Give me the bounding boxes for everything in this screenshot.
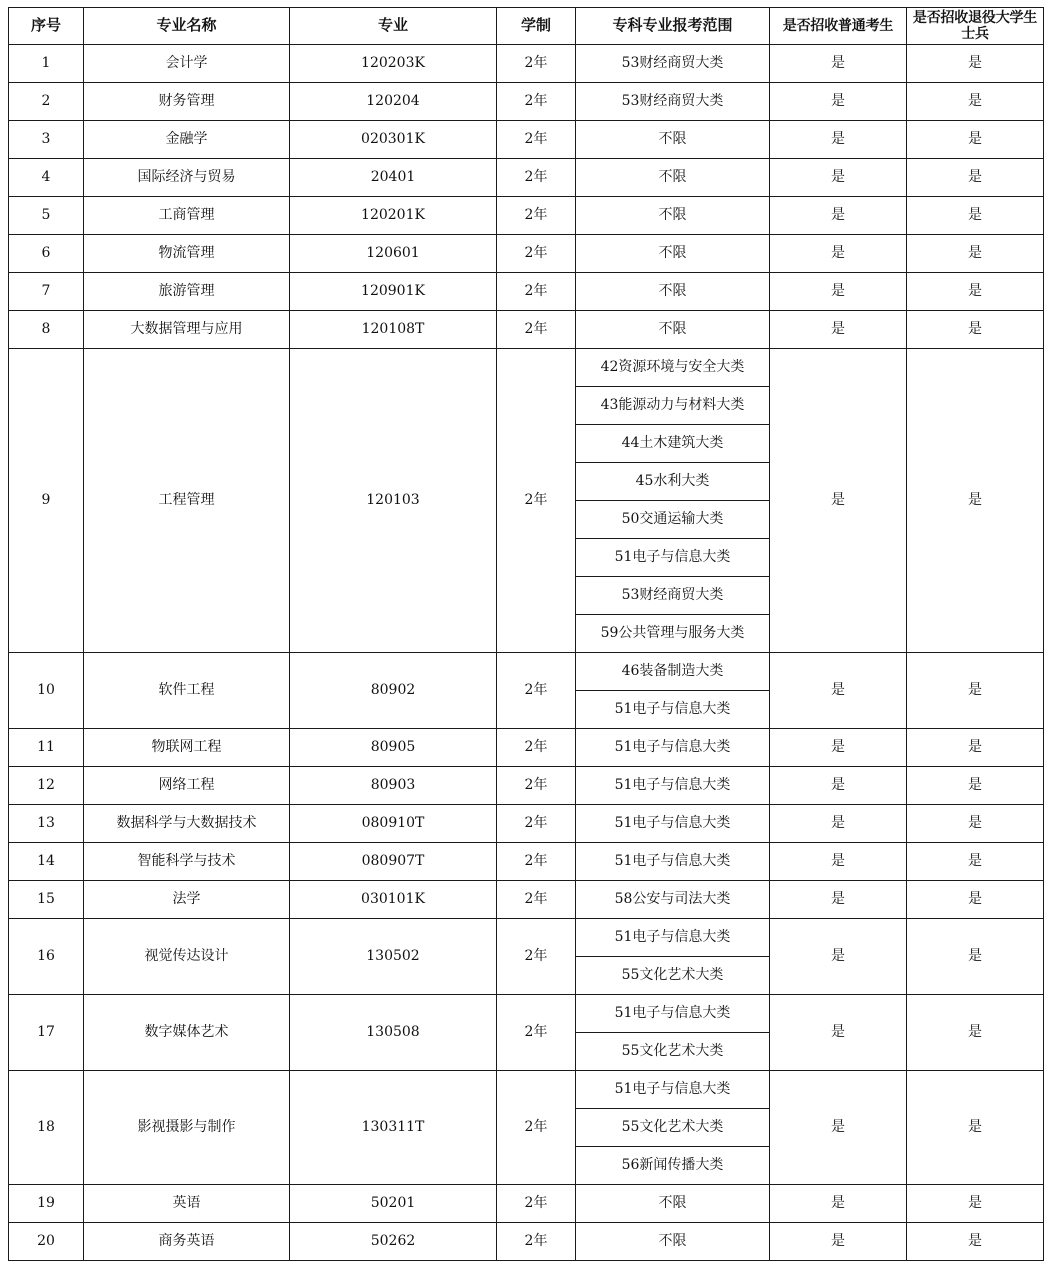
table-row [9, 159, 1044, 197]
cell-major-code: 130508 [290, 995, 497, 1071]
cell-veteran-candidates: 是 [907, 1185, 1044, 1223]
cell-duration: 2年 [497, 919, 576, 995]
table-row [9, 995, 1044, 1033]
table-row [9, 83, 1044, 121]
cell-major-name: 视觉传达设计 [84, 919, 290, 995]
table-row [9, 197, 1044, 235]
table-row [9, 311, 1044, 349]
table-row [9, 1223, 1044, 1261]
cell-major-code: 020301K [290, 121, 497, 159]
cell-scope: 42资源环境与安全大类 [576, 349, 770, 387]
cell-serial: 1 [9, 45, 84, 83]
cell-duration: 2年 [497, 197, 576, 235]
cell-veteran-candidates: 是 [907, 235, 1044, 273]
cell-major-code: 120108T [290, 311, 497, 349]
cell-scope: 不限 [576, 311, 770, 349]
cell-scope: 不限 [576, 159, 770, 197]
cell-duration: 2年 [497, 311, 576, 349]
cell-scope: 不限 [576, 1185, 770, 1223]
cell-duration: 2年 [497, 881, 576, 919]
cell-general-candidates: 是 [770, 273, 907, 311]
table-row [9, 349, 1044, 387]
cell-general-candidates: 是 [770, 767, 907, 805]
cell-scope: 55文化艺术大类 [576, 957, 770, 995]
cell-veteran-candidates: 是 [907, 349, 1044, 653]
cell-veteran-candidates: 是 [907, 843, 1044, 881]
cell-major-name: 商务英语 [84, 1223, 290, 1261]
cell-major-code: 80905 [290, 729, 497, 767]
cell-serial: 16 [9, 919, 84, 995]
cell-veteran-candidates: 是 [907, 197, 1044, 235]
cell-major-code: 80902 [290, 653, 497, 729]
cell-veteran-candidates: 是 [907, 45, 1044, 83]
cell-scope: 53财经商贸大类 [576, 577, 770, 615]
cell-scope: 51电子与信息大类 [576, 729, 770, 767]
cell-serial: 19 [9, 1185, 84, 1223]
cell-serial: 9 [9, 349, 84, 653]
header-serial: 序号 [9, 8, 84, 45]
cell-major-name: 国际经济与贸易 [84, 159, 290, 197]
cell-duration: 2年 [497, 1223, 576, 1261]
cell-duration: 2年 [497, 805, 576, 843]
cell-scope: 44土木建筑大类 [576, 425, 770, 463]
cell-major-code: 030101K [290, 881, 497, 919]
cell-serial: 2 [9, 83, 84, 121]
cell-duration: 2年 [497, 843, 576, 881]
cell-general-candidates: 是 [770, 919, 907, 995]
cell-serial: 10 [9, 653, 84, 729]
cell-veteran-candidates: 是 [907, 1071, 1044, 1185]
cell-major-name: 影视摄影与制作 [84, 1071, 290, 1185]
cell-major-name: 数据科学与大数据技术 [84, 805, 290, 843]
header-major-code: 专业 [290, 8, 497, 45]
cell-scope: 56新闻传播大类 [576, 1147, 770, 1185]
cell-general-candidates: 是 [770, 1185, 907, 1223]
cell-duration: 2年 [497, 121, 576, 159]
cell-scope: 不限 [576, 1223, 770, 1261]
cell-general-candidates: 是 [770, 805, 907, 843]
cell-serial: 14 [9, 843, 84, 881]
cell-veteran-candidates: 是 [907, 273, 1044, 311]
cell-major-code: 120601 [290, 235, 497, 273]
cell-major-name: 英语 [84, 1185, 290, 1223]
cell-serial: 20 [9, 1223, 84, 1261]
cell-scope: 51电子与信息大类 [576, 539, 770, 577]
cell-major-name: 智能科学与技术 [84, 843, 290, 881]
cell-duration: 2年 [497, 729, 576, 767]
cell-major-name: 工商管理 [84, 197, 290, 235]
cell-duration: 2年 [497, 273, 576, 311]
cell-serial: 17 [9, 995, 84, 1071]
cell-duration: 2年 [497, 1071, 576, 1185]
cell-veteran-candidates: 是 [907, 805, 1044, 843]
cell-scope: 51电子与信息大类 [576, 995, 770, 1033]
cell-major-code: 20401 [290, 159, 497, 197]
cell-veteran-candidates: 是 [907, 995, 1044, 1071]
cell-duration: 2年 [497, 159, 576, 197]
cell-veteran-candidates: 是 [907, 1223, 1044, 1261]
cell-major-code: 080907T [290, 843, 497, 881]
cell-serial: 15 [9, 881, 84, 919]
cell-duration: 2年 [497, 995, 576, 1071]
cell-major-name: 软件工程 [84, 653, 290, 729]
cell-general-candidates: 是 [770, 197, 907, 235]
table-row [9, 881, 1044, 919]
cell-duration: 2年 [497, 767, 576, 805]
cell-general-candidates: 是 [770, 1223, 907, 1261]
cell-scope: 59公共管理与服务大类 [576, 615, 770, 653]
cell-veteran-candidates: 是 [907, 121, 1044, 159]
cell-veteran-candidates: 是 [907, 729, 1044, 767]
cell-veteran-candidates: 是 [907, 83, 1044, 121]
cell-major-code: 120204 [290, 83, 497, 121]
cell-major-name: 物流管理 [84, 235, 290, 273]
cell-scope: 51电子与信息大类 [576, 919, 770, 957]
cell-major-name: 数字媒体艺术 [84, 995, 290, 1071]
cell-scope: 50交通运输大类 [576, 501, 770, 539]
header-general-candidates: 是否招收普通考生 [770, 8, 907, 45]
cell-general-candidates: 是 [770, 995, 907, 1071]
cell-general-candidates: 是 [770, 45, 907, 83]
header-scope: 专科专业报考范围 [576, 8, 770, 45]
cell-scope: 58公安与司法大类 [576, 881, 770, 919]
majors-table-body [9, 8, 1044, 1261]
cell-veteran-candidates: 是 [907, 311, 1044, 349]
cell-scope: 51电子与信息大类 [576, 805, 770, 843]
cell-major-code: 130311T [290, 1071, 497, 1185]
cell-duration: 2年 [497, 349, 576, 653]
cell-scope: 不限 [576, 121, 770, 159]
cell-serial: 13 [9, 805, 84, 843]
cell-duration: 2年 [497, 235, 576, 273]
table-row [9, 843, 1044, 881]
majors-table [8, 7, 1044, 1261]
cell-veteran-candidates: 是 [907, 881, 1044, 919]
cell-general-candidates: 是 [770, 349, 907, 653]
cell-major-name: 金融学 [84, 121, 290, 159]
cell-serial: 4 [9, 159, 84, 197]
cell-major-code: 50201 [290, 1185, 497, 1223]
table-row [9, 45, 1044, 83]
cell-major-code: 130502 [290, 919, 497, 995]
table-row [9, 729, 1044, 767]
cell-general-candidates: 是 [770, 83, 907, 121]
cell-general-candidates: 是 [770, 311, 907, 349]
cell-general-candidates: 是 [770, 881, 907, 919]
table-row [9, 1071, 1044, 1109]
cell-scope: 55文化艺术大类 [576, 1033, 770, 1071]
cell-serial: 3 [9, 121, 84, 159]
cell-serial: 7 [9, 273, 84, 311]
cell-serial: 6 [9, 235, 84, 273]
cell-duration: 2年 [497, 45, 576, 83]
cell-duration: 2年 [497, 653, 576, 729]
table-row [9, 121, 1044, 159]
cell-serial: 5 [9, 197, 84, 235]
header-veteran-candidates: 是否招收退役大学生士兵 [907, 8, 1044, 45]
cell-major-code: 80903 [290, 767, 497, 805]
cell-major-name: 财务管理 [84, 83, 290, 121]
cell-major-name: 物联网工程 [84, 729, 290, 767]
cell-veteran-candidates: 是 [907, 919, 1044, 995]
cell-veteran-candidates: 是 [907, 653, 1044, 729]
cell-serial: 11 [9, 729, 84, 767]
cell-major-name: 会计学 [84, 45, 290, 83]
cell-general-candidates: 是 [770, 653, 907, 729]
cell-scope: 51电子与信息大类 [576, 767, 770, 805]
cell-major-code: 080910T [290, 805, 497, 843]
cell-scope: 51电子与信息大类 [576, 1071, 770, 1109]
header-row [9, 8, 1044, 45]
cell-scope: 53财经商贸大类 [576, 45, 770, 83]
cell-major-code: 120201K [290, 197, 497, 235]
cell-general-candidates: 是 [770, 729, 907, 767]
cell-scope: 51电子与信息大类 [576, 843, 770, 881]
cell-major-code: 120901K [290, 273, 497, 311]
cell-major-name: 法学 [84, 881, 290, 919]
cell-scope: 43能源动力与材料大类 [576, 387, 770, 425]
cell-scope: 45水利大类 [576, 463, 770, 501]
table-row [9, 653, 1044, 691]
table-row [9, 1185, 1044, 1223]
cell-general-candidates: 是 [770, 843, 907, 881]
cell-major-name: 旅游管理 [84, 273, 290, 311]
cell-scope: 53财经商贸大类 [576, 83, 770, 121]
cell-general-candidates: 是 [770, 121, 907, 159]
cell-major-code: 50262 [290, 1223, 497, 1261]
cell-serial: 8 [9, 311, 84, 349]
header-duration: 学制 [497, 8, 576, 45]
cell-scope: 51电子与信息大类 [576, 691, 770, 729]
cell-serial: 18 [9, 1071, 84, 1185]
cell-major-code: 120203K [290, 45, 497, 83]
table-row [9, 919, 1044, 957]
cell-scope: 46装备制造大类 [576, 653, 770, 691]
table-row [9, 235, 1044, 273]
table-row [9, 767, 1044, 805]
table-row [9, 805, 1044, 843]
cell-major-name: 大数据管理与应用 [84, 311, 290, 349]
cell-major-name: 工程管理 [84, 349, 290, 653]
cell-duration: 2年 [497, 83, 576, 121]
cell-veteran-candidates: 是 [907, 159, 1044, 197]
cell-scope: 不限 [576, 273, 770, 311]
cell-serial: 12 [9, 767, 84, 805]
cell-major-name: 网络工程 [84, 767, 290, 805]
cell-general-candidates: 是 [770, 235, 907, 273]
cell-scope: 不限 [576, 197, 770, 235]
cell-general-candidates: 是 [770, 1071, 907, 1185]
cell-major-code: 120103 [290, 349, 497, 653]
table-row [9, 273, 1044, 311]
cell-scope: 55文化艺术大类 [576, 1109, 770, 1147]
cell-veteran-candidates: 是 [907, 767, 1044, 805]
cell-duration: 2年 [497, 1185, 576, 1223]
header-major-name: 专业名称 [84, 8, 290, 45]
cell-general-candidates: 是 [770, 159, 907, 197]
cell-scope: 不限 [576, 235, 770, 273]
